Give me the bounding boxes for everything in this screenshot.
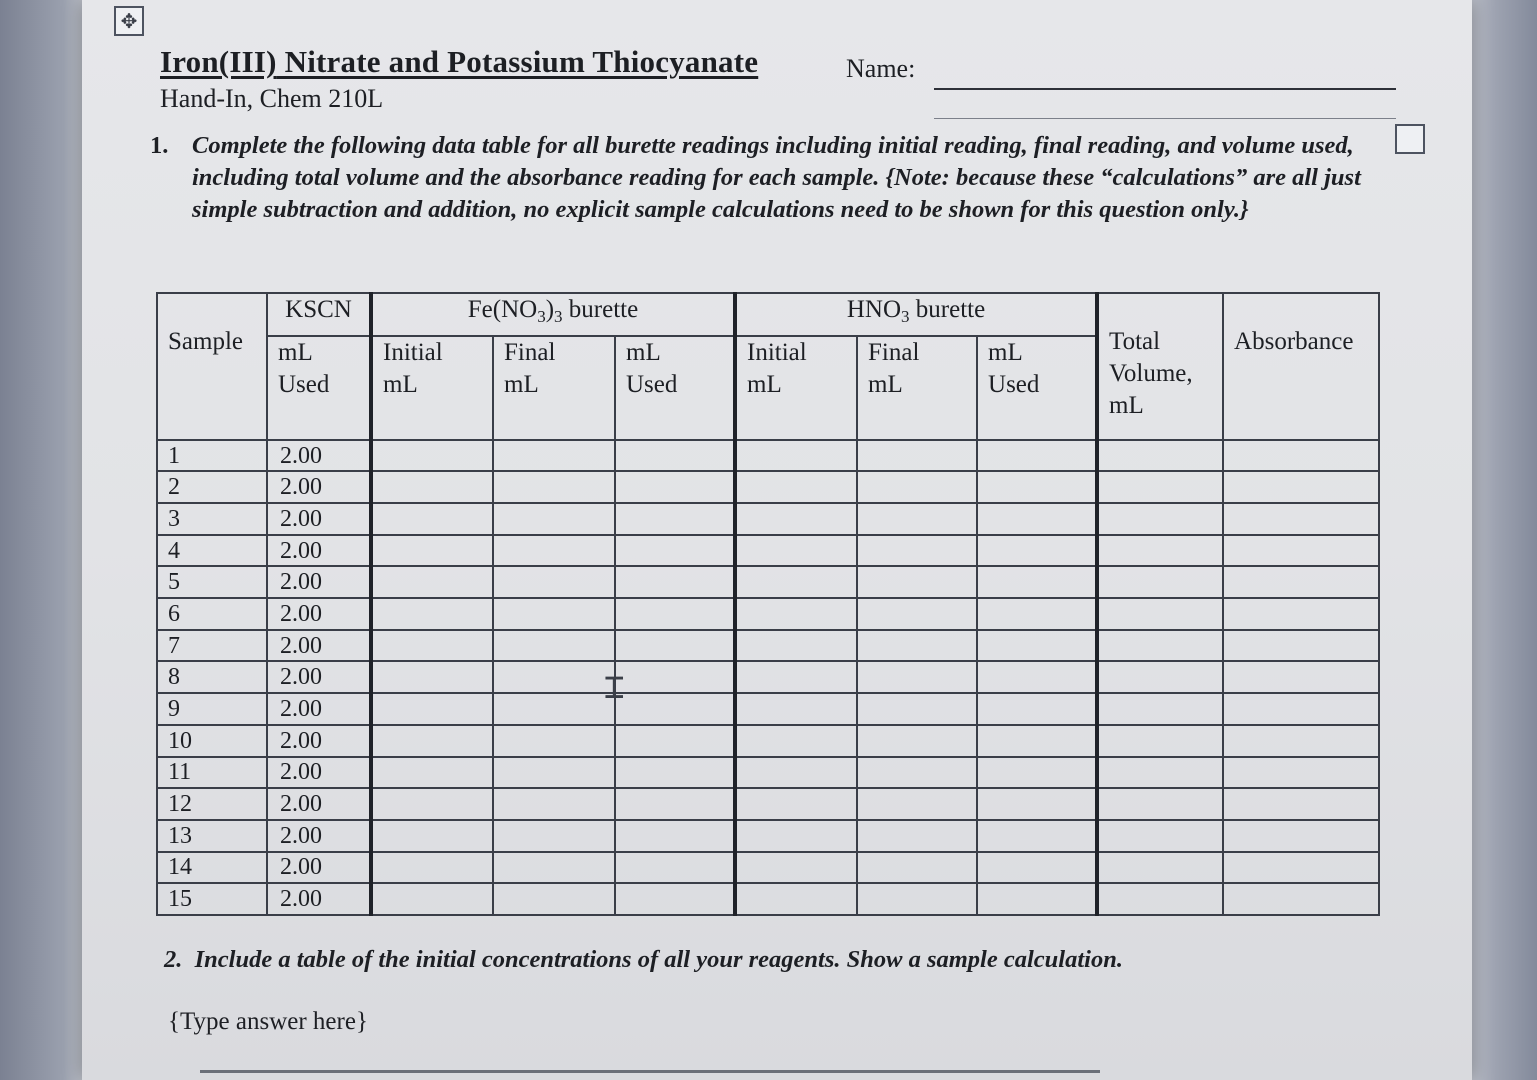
header-kscn: KSCN [267, 293, 371, 336]
total-volume-cell[interactable] [1097, 852, 1223, 884]
name-field-line [934, 118, 1396, 119]
kscn-cell: 2.00 [267, 566, 371, 598]
hno3-final-cell[interactable] [857, 883, 977, 915]
table-row [157, 598, 1379, 630]
fe-used-cell[interactable] [615, 883, 735, 915]
header-absorbance [1223, 293, 1379, 440]
name-label: Name: [846, 54, 916, 83]
hno3-used-cell[interactable] [977, 852, 1097, 884]
absorbance-cell[interactable] [1223, 757, 1379, 789]
hno3-initial-cell[interactable] [735, 788, 857, 820]
hno3-final-cell[interactable] [857, 630, 977, 662]
title-part1: Iron(III) [160, 44, 277, 79]
kscn-cell: 2.00 [267, 598, 371, 630]
fe-used-cell[interactable] [615, 503, 735, 535]
fe-initial-cell[interactable] [371, 820, 493, 852]
fe-final-cell[interactable] [493, 630, 615, 662]
fe-initial-cell[interactable] [371, 566, 493, 598]
fe-initial-cell[interactable] [371, 503, 493, 535]
kscn-cell: 2.00 [267, 852, 371, 884]
hno3-final-cell[interactable] [857, 440, 977, 472]
fe-initial-cell[interactable] [371, 693, 493, 725]
hno3-initial-cell[interactable] [735, 883, 857, 915]
name-field[interactable] [934, 88, 1396, 90]
fe-used-cell[interactable] [615, 820, 735, 852]
hno3-final-cell[interactable] [857, 725, 977, 757]
hno3-initial-cell[interactable] [735, 630, 857, 662]
page-subtitle: Hand-In, Chem 210L [160, 84, 384, 113]
question-2-number: 2. [164, 946, 183, 973]
header-fe-burette [371, 293, 735, 336]
fe-initial-2: mL [383, 371, 418, 399]
fe-initial-cell[interactable] [371, 883, 493, 915]
absorbance-cell[interactable] [1223, 661, 1379, 693]
sample-cell: 4 [157, 535, 267, 567]
kscn-cell: 2.00 [267, 471, 371, 503]
total-volume-cell[interactable] [1097, 535, 1223, 567]
total-volume-cell[interactable] [1097, 471, 1223, 503]
fe-initial-cell[interactable] [371, 440, 493, 472]
kscn-cell: 2.00 [267, 788, 371, 820]
fe-initial-1: Initial [383, 339, 443, 367]
fe-final-cell[interactable] [493, 725, 615, 757]
fe-final-cell[interactable] [493, 757, 615, 789]
hno3-initial-cell[interactable] [735, 820, 857, 852]
fe-used-cell[interactable] [615, 852, 735, 884]
hno3-used-cell[interactable] [977, 503, 1097, 535]
absorbance-cell[interactable] [1223, 598, 1379, 630]
kscn-used-1: mL [278, 339, 313, 367]
fe-used-cell[interactable] [615, 630, 735, 662]
absorbance-cell[interactable] [1223, 693, 1379, 725]
sample-cell: 15 [157, 883, 267, 915]
hno3-sub: 3 [901, 307, 910, 326]
hno3-final-1: Final [868, 339, 920, 367]
hno3-prefix: HNO [846, 296, 902, 323]
absorbance-cell[interactable] [1223, 883, 1379, 915]
fe-final-cell[interactable] [493, 661, 615, 693]
table-row [157, 757, 1379, 789]
data-table [156, 292, 1380, 916]
sample-cell: 8 [157, 661, 267, 693]
hno3-final-cell[interactable] [857, 757, 977, 789]
text-cursor-icon: ⌶ [604, 667, 625, 707]
hno3-used-cell[interactable] [977, 598, 1097, 630]
checkbox-icon[interactable] [1395, 124, 1425, 154]
hno3-used-cell[interactable] [977, 566, 1097, 598]
total-volume-cell[interactable] [1097, 725, 1223, 757]
absorbance-cell[interactable] [1223, 788, 1379, 820]
header-sample [157, 293, 267, 440]
header-hno3-used [977, 336, 1097, 440]
hno3-initial-cell[interactable] [735, 693, 857, 725]
hno3-final-cell[interactable] [857, 661, 977, 693]
fe-final-cell[interactable] [493, 503, 615, 535]
header-sample-label: Sample [168, 328, 243, 355]
table-row [157, 788, 1379, 820]
header-hno3-burette [735, 293, 1097, 336]
fe-used-cell[interactable] [615, 757, 735, 789]
header-total-volume [1097, 293, 1223, 440]
fe-used-cell[interactable] [615, 725, 735, 757]
fe-final-cell[interactable] [493, 566, 615, 598]
fe-initial-cell[interactable] [371, 852, 493, 884]
hno3-final-cell[interactable] [857, 471, 977, 503]
hno3-used-cell[interactable] [977, 725, 1097, 757]
total-volume-cell[interactable] [1097, 440, 1223, 472]
fe-used-cell[interactable] [615, 535, 735, 567]
fe-final-2: mL [504, 371, 539, 399]
sample-cell: 9 [157, 693, 267, 725]
total-line-1: Total [1109, 328, 1161, 355]
table-header-row-1 [157, 293, 1379, 336]
kscn-used-2: Used [278, 371, 330, 399]
hno3-word: burette [909, 296, 986, 323]
fe-final-cell[interactable] [493, 788, 615, 820]
table-row [157, 440, 1379, 472]
hno3-used-1: mL [988, 339, 1023, 367]
fe-used-cell[interactable] [615, 788, 735, 820]
hno3-used-cell[interactable] [977, 630, 1097, 662]
sample-cell: 14 [157, 852, 267, 884]
hno3-final-cell[interactable] [857, 788, 977, 820]
total-volume-cell[interactable] [1097, 503, 1223, 535]
total-volume-cell[interactable] [1097, 820, 1223, 852]
fe-initial-cell[interactable] [371, 598, 493, 630]
absorbance-cell[interactable] [1223, 820, 1379, 852]
table-row [157, 566, 1379, 598]
total-volume-cell[interactable] [1097, 788, 1223, 820]
table-row [157, 725, 1379, 757]
hno3-used-cell[interactable] [977, 440, 1097, 472]
kscn-cell: 2.00 [267, 535, 371, 567]
hno3-used-cell[interactable] [977, 820, 1097, 852]
fe-used-cell[interactable] [615, 661, 735, 693]
question-2 [164, 946, 1364, 974]
fe-used-cell[interactable] [615, 440, 735, 472]
absorbance-cell[interactable] [1223, 440, 1379, 472]
hno3-initial-cell[interactable] [735, 471, 857, 503]
page-title [160, 44, 758, 80]
hno3-used-cell[interactable] [977, 661, 1097, 693]
absorbance-cell[interactable] [1223, 852, 1379, 884]
header-hno3-initial [735, 336, 857, 440]
fe-final-cell[interactable] [493, 820, 615, 852]
next-question-cutoff [200, 1070, 1100, 1073]
fe-initial-cell[interactable] [371, 725, 493, 757]
total-volume-cell[interactable] [1097, 630, 1223, 662]
sample-cell: 2 [157, 471, 267, 503]
absorbance-cell[interactable] [1223, 503, 1379, 535]
total-volume-cell[interactable] [1097, 598, 1223, 630]
hno3-used-cell[interactable] [977, 693, 1097, 725]
absorbance-cell[interactable] [1223, 535, 1379, 567]
table-row [157, 820, 1379, 852]
fe-final-cell[interactable] [493, 883, 615, 915]
fe-final-cell[interactable] [493, 471, 615, 503]
background-right [1467, 0, 1537, 1080]
hno3-used-2: Used [988, 371, 1040, 399]
fe-final-cell[interactable] [493, 852, 615, 884]
kscn-cell: 2.00 [267, 503, 371, 535]
header-fe-final [493, 336, 615, 440]
question-1 [150, 130, 1380, 226]
fe-used-cell[interactable] [615, 471, 735, 503]
sample-cell: 3 [157, 503, 267, 535]
absorbance-label: Absorbance [1234, 328, 1354, 355]
absorbance-cell[interactable] [1223, 630, 1379, 662]
hno3-initial-cell[interactable] [735, 661, 857, 693]
fe-initial-cell[interactable] [371, 630, 493, 662]
table-row [157, 535, 1379, 567]
sample-cell: 13 [157, 820, 267, 852]
hno3-final-cell[interactable] [857, 535, 977, 567]
sample-cell: 6 [157, 598, 267, 630]
table-row [157, 503, 1379, 535]
fe-used-2: Used [626, 371, 678, 399]
total-volume-cell[interactable] [1097, 883, 1223, 915]
hno3-initial-cell[interactable] [735, 598, 857, 630]
fe-final-cell[interactable] [493, 535, 615, 567]
fe-burette-word: burette [562, 296, 639, 323]
fe-used-cell[interactable] [615, 693, 735, 725]
hno3-used-cell[interactable] [977, 788, 1097, 820]
hno3-final-cell[interactable] [857, 503, 977, 535]
hno3-final-cell[interactable] [857, 820, 977, 852]
hno3-initial-cell[interactable] [735, 566, 857, 598]
fe-initial-cell[interactable] [371, 535, 493, 567]
hno3-initial-cell[interactable] [735, 725, 857, 757]
kscn-cell: 2.00 [267, 661, 371, 693]
absorbance-cell[interactable] [1223, 566, 1379, 598]
hno3-initial-cell[interactable] [735, 757, 857, 789]
question-1-text: Complete the following data table for all burette readings including initial reading, final reading, and volume used, including total volume and the absorbance reading for each sample. {Note: because these “calculations” are all just simple subtraction and addition, no explicit sample calculations need to be shown for this question only.} [192, 132, 1361, 223]
fe-final-cell[interactable] [493, 598, 615, 630]
hno3-final-cell[interactable] [857, 598, 977, 630]
hno3-used-cell[interactable] [977, 471, 1097, 503]
hno3-initial-cell[interactable] [735, 503, 857, 535]
hno3-initial-2: mL [747, 371, 782, 399]
hno3-used-cell[interactable] [977, 757, 1097, 789]
fe-burette-prefix: Fe(NO [467, 296, 538, 323]
hno3-initial-1: Initial [747, 339, 807, 367]
fe-burette-sub: 3 [537, 307, 546, 326]
sample-cell: 10 [157, 725, 267, 757]
hno3-final-cell[interactable] [857, 852, 977, 884]
fe-initial-cell[interactable] [371, 661, 493, 693]
hno3-final-cell[interactable] [857, 693, 977, 725]
sample-cell: 1 [157, 440, 267, 472]
hno3-initial-cell[interactable] [735, 440, 857, 472]
total-volume-cell[interactable] [1097, 566, 1223, 598]
fe-burette-suffix: ) [545, 296, 555, 323]
kscn-cell: 2.00 [267, 757, 371, 789]
absorbance-cell[interactable] [1223, 725, 1379, 757]
fe-final-1: Final [504, 339, 556, 367]
sample-cell: 7 [157, 630, 267, 662]
fe-initial-cell[interactable] [371, 471, 493, 503]
total-volume-cell[interactable] [1097, 661, 1223, 693]
table-row [157, 661, 1379, 693]
fe-used-1: mL [626, 339, 661, 367]
fe-initial-cell[interactable] [371, 757, 493, 789]
table-body [157, 440, 1379, 915]
kscn-cell: 2.00 [267, 820, 371, 852]
total-volume-cell[interactable] [1097, 693, 1223, 725]
table-row [157, 630, 1379, 662]
header-fe-used [615, 336, 735, 440]
absorbance-cell[interactable] [1223, 471, 1379, 503]
hno3-final-cell[interactable] [857, 566, 977, 598]
kscn-cell: 2.00 [267, 630, 371, 662]
total-volume-cell[interactable] [1097, 757, 1223, 789]
kscn-cell: 2.00 [267, 693, 371, 725]
sample-cell: 12 [157, 788, 267, 820]
fe-used-cell[interactable] [615, 598, 735, 630]
sample-cell: 11 [157, 757, 267, 789]
hno3-final-2: mL [868, 371, 903, 399]
background-left [0, 0, 90, 1080]
move-icon[interactable]: ✥ [114, 6, 144, 36]
sample-cell: 5 [157, 566, 267, 598]
fe-used-cell[interactable] [615, 566, 735, 598]
fe-final-cell[interactable] [493, 440, 615, 472]
table-row [157, 852, 1379, 884]
kscn-cell: 2.00 [267, 725, 371, 757]
hno3-used-cell[interactable] [977, 883, 1097, 915]
table-row [157, 693, 1379, 725]
header-kscn-used [267, 336, 371, 440]
fe-final-cell[interactable] [493, 693, 615, 725]
header-hno3-final [857, 336, 977, 440]
answer-input[interactable]: {Type answer here} [168, 1008, 368, 1035]
kscn-cell: 2.00 [267, 883, 371, 915]
hno3-initial-cell[interactable] [735, 535, 857, 567]
question-2-text: Include a table of the initial concentrations of all your reagents. Show a sample calculation. [194, 946, 1123, 973]
title-part2: Nitrate and Potassium Thiocyanate [276, 44, 759, 79]
fe-burette-sub2: 3 [554, 307, 563, 326]
hno3-used-cell[interactable] [977, 535, 1097, 567]
total-line-3: mL [1109, 392, 1144, 419]
table-row [157, 471, 1379, 503]
question-1-number: 1. [150, 132, 169, 159]
header-fe-initial [371, 336, 493, 440]
hno3-initial-cell[interactable] [735, 852, 857, 884]
kscn-cell: 2.00 [267, 440, 371, 472]
total-line-2: Volume, [1109, 360, 1193, 387]
fe-initial-cell[interactable] [371, 788, 493, 820]
table-row [157, 883, 1379, 915]
